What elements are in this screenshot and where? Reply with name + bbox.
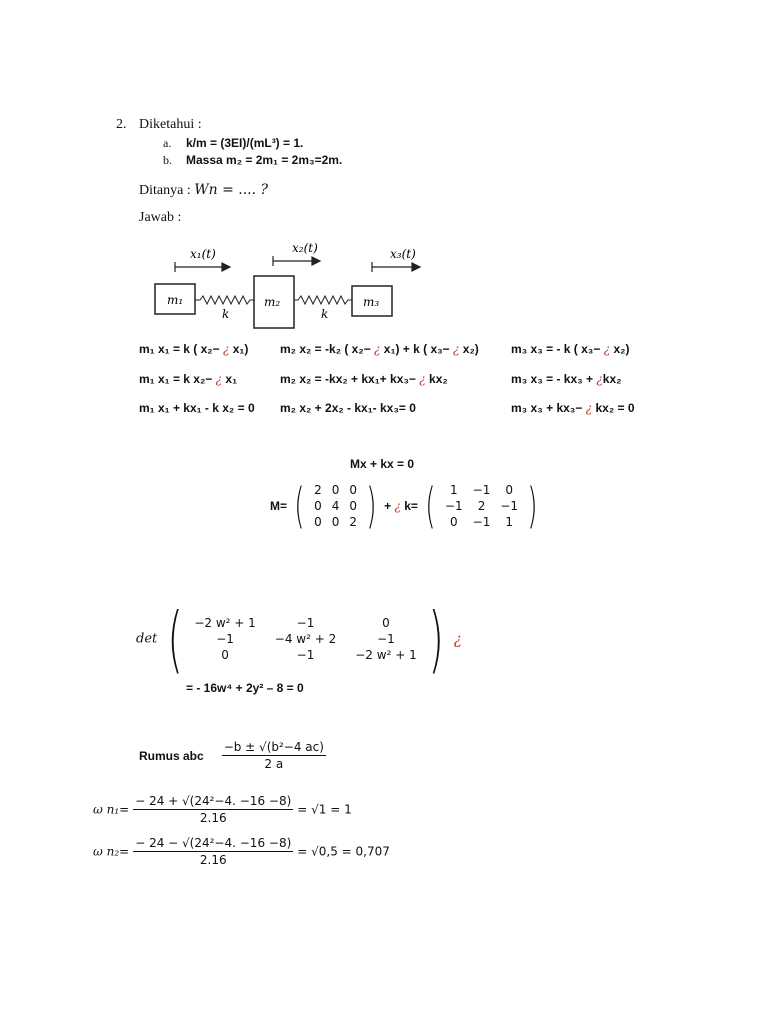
eq-m3-row2: m₃ x₃ = - kx₃ + ¿kx₂ [511,372,622,386]
displacement-arrow-1 [175,262,230,272]
det-cell: −4 w² + 2 [274,632,337,646]
spring-1 [195,296,254,304]
stiffness-matrix: ( 1 −1 0 −1 2 −1 0 −1 1 ) [425,478,538,534]
stiffness-matrix-cell: 0 [505,483,514,497]
stiffness-matrix-cell: −1 [444,499,463,513]
omega-n2-fraction [133,836,293,867]
eq-m1-row3: m₁ x₁ + kx₁ - k x₂ = 0 [139,401,255,415]
mass-matrix-cell: 0 [331,483,340,497]
mass-label-2: m₂ [264,295,281,309]
asked-label [139,182,268,199]
det-cell: −2 w² + 1 [355,648,417,662]
mass-matrix-cell: 0 [331,515,340,529]
displacement-label-2: x₂(t) [292,241,318,255]
problem-number: 2. [116,117,127,132]
spring-2 [294,296,352,304]
stiffness-matrix-cell: −1 [500,499,519,513]
eq-m2-row2: m₂ x₂ = -kx₂ + kx₁+ kx₃− ¿ kx₂ [280,372,448,386]
eq-m1-row2: m₁ x₁ = k x₂− ¿ x₁ [139,372,238,386]
det-label: det [136,631,158,647]
abc-formula [139,740,326,771]
omega-n1-denominator: 2.16 [199,811,227,825]
matrix-equation-title: Mx + kx = 0 [350,457,415,471]
displacement-label-1: x₁(t) [190,247,216,261]
stiffness-matrix-cell: 1 [505,515,514,529]
mass-matrix-cell: 2 [314,483,322,497]
mass-matrix-cell: 2 [349,515,358,529]
det-matrix: ( −2 w² + 1 −1 0 −1 −4 w² + 2 −1 0 −1 −2 w² + 1 ) [167,597,444,681]
spring-label-1: k [222,307,230,321]
det-cell: −1 [216,632,234,646]
stiffness-matrix-cell: 2 [477,499,486,513]
determinant [136,597,462,681]
displacement-label-3: x₃(t) [390,247,416,261]
given-item-a: k/m = (3EI)/(mL³) = 1. [186,136,304,150]
mass-matrix-cell: 0 [349,499,358,513]
omega-n1-fraction [133,794,293,825]
given-marker-b: b. [163,153,172,167]
matrix-equation [270,478,542,534]
eq-m2-row3: m₂ x₂ + 2x₂ - kx₁- kx₃= 0 [280,401,416,415]
det-cell: −1 [296,616,315,630]
mass-spring-diagram [150,238,440,333]
given-label: Diketahui : [139,117,202,132]
spring-label-2: k [321,307,329,321]
eq-m2-row1: m₂ x₂ = -k₂ ( x₂− ¿ x₁) + k ( x₃− ¿ x₂) [280,342,479,356]
omega-n2 [93,836,390,867]
given-item-b: Massa m₂ = 2m₁ = 2m₃=2m. [186,153,343,167]
det-cell: −1 [296,648,315,662]
det-cell: −2 w² + 1 [194,616,256,630]
mass-label-3: m₃ [363,295,380,309]
det-suffix: ¿ [453,630,462,648]
eq-m1-row1: m₁ x₁ = k ( x₂− ¿ x₁) [139,342,249,356]
stiffness-matrix-cell: −1 [472,483,491,497]
asked-expression: Wn = .... ? [194,182,269,198]
omega-n2-rhs: = √0,5 = 0,707 [297,844,390,859]
mass-label-1: m₁ [167,293,184,307]
abc-fraction [222,740,326,771]
displacement-arrow-3 [372,262,420,272]
eq-m3-row1: m₃ x₃ = - k ( x₃− ¿ x₂) [511,342,630,356]
mass-matrix-cell: 0 [314,515,322,529]
det-cell: 0 [221,648,229,662]
mass-matrix-cell: 4 [331,499,340,513]
mass-matrix-label: M= [270,499,288,513]
mass-matrix: ( 2 0 0 0 4 0 0 0 2 ) [294,478,377,534]
abc-numerator: −b ± √(b²−4 ac) [223,740,324,754]
mass-matrix-cell: 0 [314,499,322,513]
omega-n1 [93,794,352,825]
stiffness-matrix-cell: 0 [450,515,458,529]
stiffness-matrix-cell: −1 [472,515,491,529]
answer-label: Jawab : [139,210,182,225]
asked-label-text: Ditanya : [139,183,195,198]
mass-matrix-cell: 0 [349,483,358,497]
omega-n2-denominator: 2.16 [199,853,227,867]
stiffness-matrix-cell: 1 [450,483,458,497]
displacement-arrow-2 [273,256,320,266]
det-cell: −1 [377,632,395,646]
omega-n1-numerator: − 24 + √(24²−4. −16 −8) [135,794,292,808]
omega-n1-lhs: ω n₁= [93,802,130,817]
abc-denominator: 2 a [264,757,284,771]
abc-label: Rumus abc [139,748,204,763]
omega-n2-numerator: − 24 − √(24²−4. −16 −8) [135,836,292,850]
given-marker-a: a. [163,136,172,150]
det-result: = - 16w⁴ + 2y² – 8 = 0 [186,681,304,695]
stiffness-matrix-label: + ¿ k= [384,499,418,513]
det-cell: 0 [382,616,390,630]
eq-m3-row3: m₃ x₃ + kx₃− ¿ kx₂ = 0 [511,401,635,415]
omega-n1-rhs: = √1 = 1 [297,802,352,817]
omega-n2-lhs: ω n₂= [93,844,130,859]
